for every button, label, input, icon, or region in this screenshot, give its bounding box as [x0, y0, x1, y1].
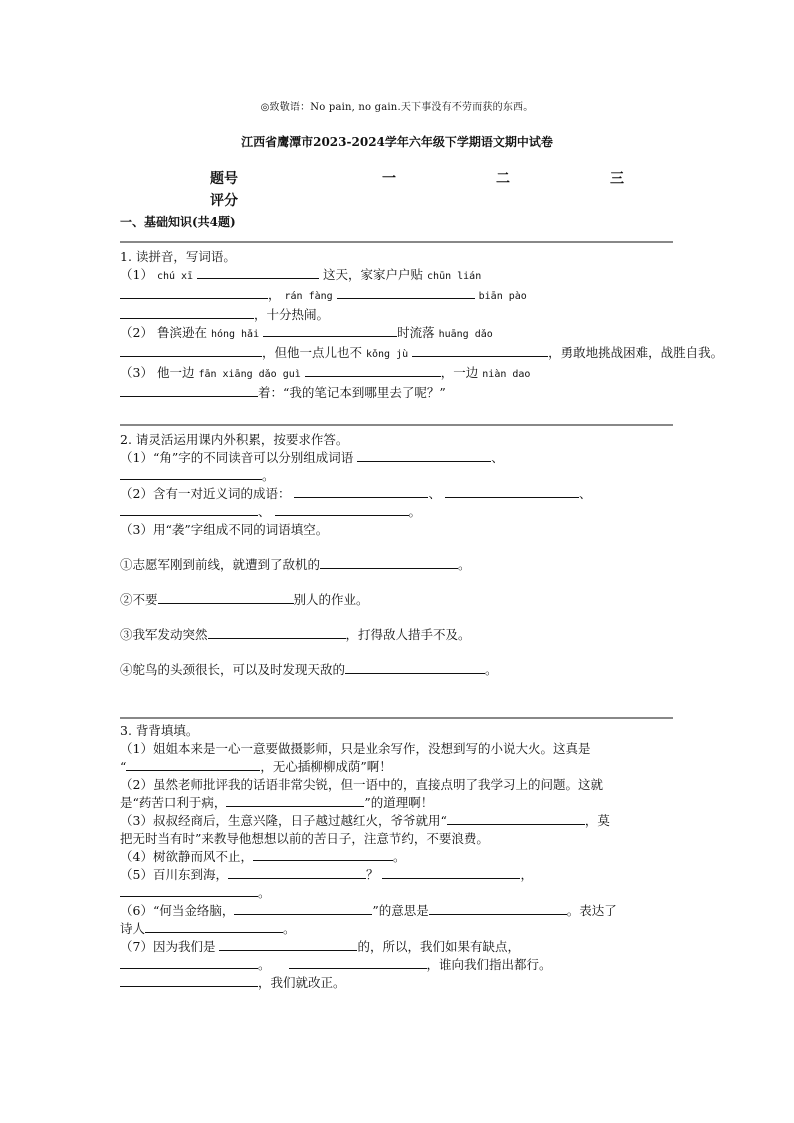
q2-line-3: （2）含有一对近义词的成语： 、 、 — [120, 486, 592, 501]
q3-line-4: 是“药苦口利于病， ”的道理啊！ — [120, 795, 434, 810]
question-1 — [120, 248, 724, 402]
q3-line-11: 诗人 。 — [120, 921, 296, 936]
answer-blank[interactable] — [145, 920, 283, 933]
answer-blank[interactable] — [447, 812, 585, 825]
q1-line-2: ， rán fàng biān pào — [120, 286, 673, 306]
answer-blank[interactable] — [294, 485, 428, 498]
question-stem: 2. 请灵活运用课内外积累，按要求作答。 — [120, 432, 349, 447]
divider — [120, 717, 673, 719]
answer-blank[interactable] — [228, 866, 366, 879]
question-stem: 1. 读拼音，写词语。 — [120, 249, 236, 264]
q3-line-1: （1）姐姐本来是一心一意要做摄影师，只是业余写作，没想到写的小说大火。这真是 — [120, 741, 591, 756]
answer-blank[interactable] — [197, 266, 319, 279]
q2-line-1: （1）“角”字的不同读音可以分别组成词语 、 — [120, 450, 504, 465]
answer-blank[interactable] — [337, 286, 475, 299]
pinyin: biān pào — [478, 291, 527, 302]
q3-line-2: “ ，无心插柳柳成荫”啊！ — [120, 759, 392, 774]
q3-line-12: （7）因为我们是 的，所以，我们如果有缺点， — [120, 939, 520, 954]
q3-line-6: 把无时当有时”来教导他想想以前的苦日子，注意节约，不要浪费。 — [120, 831, 489, 846]
section-heading: 一、基础知识(共4题) — [120, 215, 236, 229]
divider — [120, 241, 673, 243]
answer-blank[interactable] — [445, 485, 579, 498]
q1-line-4: （2） 鲁滨逊在 hóng hǎi 时流落 huāng dǎo — [120, 325, 493, 340]
answer-blank[interactable] — [275, 503, 409, 516]
answer-blank[interactable] — [253, 848, 393, 861]
question-3 — [120, 722, 673, 992]
q3-line-8: （5）百川东到海， ？ ， — [120, 867, 533, 882]
answer-blank[interactable] — [120, 306, 254, 319]
q3-line-13: 。 ，谁向我们指出都行。 — [120, 956, 673, 974]
motto-line: ◎致敬语：No pain, no gain.天下事没有不劳而获的东西。 — [260, 102, 534, 113]
pinyin: fān xiāng dǎo guì — [198, 369, 301, 380]
q2-line-5: （3）用“袭”字组成不同的词语填空。 — [120, 522, 329, 537]
q3-line-14: ，我们就改正。 — [120, 974, 673, 992]
q3-line-3: （2）虽然老师批评我的话语非常尖锐，但一语中的，直接点明了我学习上的问题。这就 — [120, 777, 603, 792]
score-row-grade — [210, 190, 650, 212]
answer-blank[interactable] — [120, 884, 258, 897]
score-col-2: 二 — [496, 171, 510, 187]
score-row-header — [210, 168, 650, 190]
answer-blank[interactable] — [234, 902, 372, 915]
answer-blank[interactable] — [382, 866, 520, 879]
score-grade-label: 评分 — [210, 193, 238, 209]
q3-line-9: 。 — [120, 884, 673, 902]
answer-blank[interactable] — [120, 503, 258, 516]
pinyin: chūn lián — [427, 271, 482, 282]
exam-title: 江西省鹰潭市2023-2024学年六年级下学期语文期中试卷 — [241, 135, 553, 149]
q2-line-4: 、 。 — [120, 503, 673, 521]
pinyin: rán fàng — [284, 291, 333, 302]
answer-blank[interactable] — [120, 286, 268, 299]
q1-line-5: ，但他一点儿也不 kǒng jù ，勇敢地挑战困难，战胜自我。 — [120, 344, 673, 364]
answer-blank[interactable] — [305, 364, 441, 377]
answer-blank[interactable] — [263, 324, 397, 337]
pinyin: hóng hǎi — [210, 329, 260, 340]
divider — [120, 424, 673, 426]
answer-blank[interactable] — [219, 938, 357, 951]
pinyin: niàn dao — [482, 369, 531, 380]
q3-line-5: （3）叔叔经商后，生意兴隆，日子越过越红火，爷爷就用“ ，莫 — [120, 813, 610, 828]
answer-blank[interactable] — [320, 556, 458, 569]
q1-line-1: （1） chú xī 这天，家家户户贴 chūn lián — [120, 267, 482, 282]
answer-blank[interactable] — [158, 591, 294, 604]
q2-item-3: ③我军发动突然 ，打得敌人措手不及。 — [120, 627, 471, 642]
score-col-1: 一 — [382, 171, 396, 187]
answer-blank[interactable] — [226, 794, 364, 807]
answer-blank[interactable] — [357, 449, 491, 462]
score-table — [210, 168, 650, 212]
score-col-3: 三 — [610, 171, 624, 187]
question-2 — [120, 431, 673, 679]
answer-blank[interactable] — [120, 956, 258, 969]
q1-line-6: （3） 他一边 fān xiāng dǎo guì ，一边 niàn dao — [120, 365, 531, 380]
answer-blank[interactable] — [208, 626, 346, 639]
answer-blank[interactable] — [120, 344, 262, 357]
answer-blank[interactable] — [289, 956, 427, 969]
answer-blank[interactable] — [429, 902, 567, 915]
q3-line-10: （6）“何当金络脑， ”的意思是 。表达了 — [120, 903, 617, 918]
answer-blank[interactable] — [120, 467, 262, 480]
q2-item-2: ②不要 别人的作业。 — [120, 592, 369, 607]
q1-line-3: ，十分热闹。 — [120, 306, 673, 324]
question-stem: 3. 背背填填。 — [120, 723, 199, 738]
answer-blank[interactable] — [345, 661, 485, 674]
score-row-label: 题号 — [210, 171, 238, 187]
q2-item-1: ①志愿军刚到前线，就遭到了敌机的 。 — [120, 557, 471, 572]
q1-line-7: 着：“我的笔记本到哪里去了呢？” — [120, 384, 673, 402]
pinyin: kǒng jù — [366, 349, 409, 360]
answer-blank[interactable] — [120, 974, 258, 987]
pinyin: chú xī — [156, 271, 194, 282]
q3-line-7: （4）树欲静而风不止， 。 — [120, 849, 406, 864]
answer-blank[interactable] — [120, 384, 258, 397]
answer-blank[interactable] — [126, 758, 260, 771]
q2-line-2: 。 — [120, 467, 673, 485]
q2-item-4: ④鸵鸟的头颈很长，可以及时发现天敌的 。 — [120, 662, 498, 677]
pinyin: huāng dǎo — [438, 329, 493, 340]
answer-blank[interactable] — [412, 344, 548, 357]
